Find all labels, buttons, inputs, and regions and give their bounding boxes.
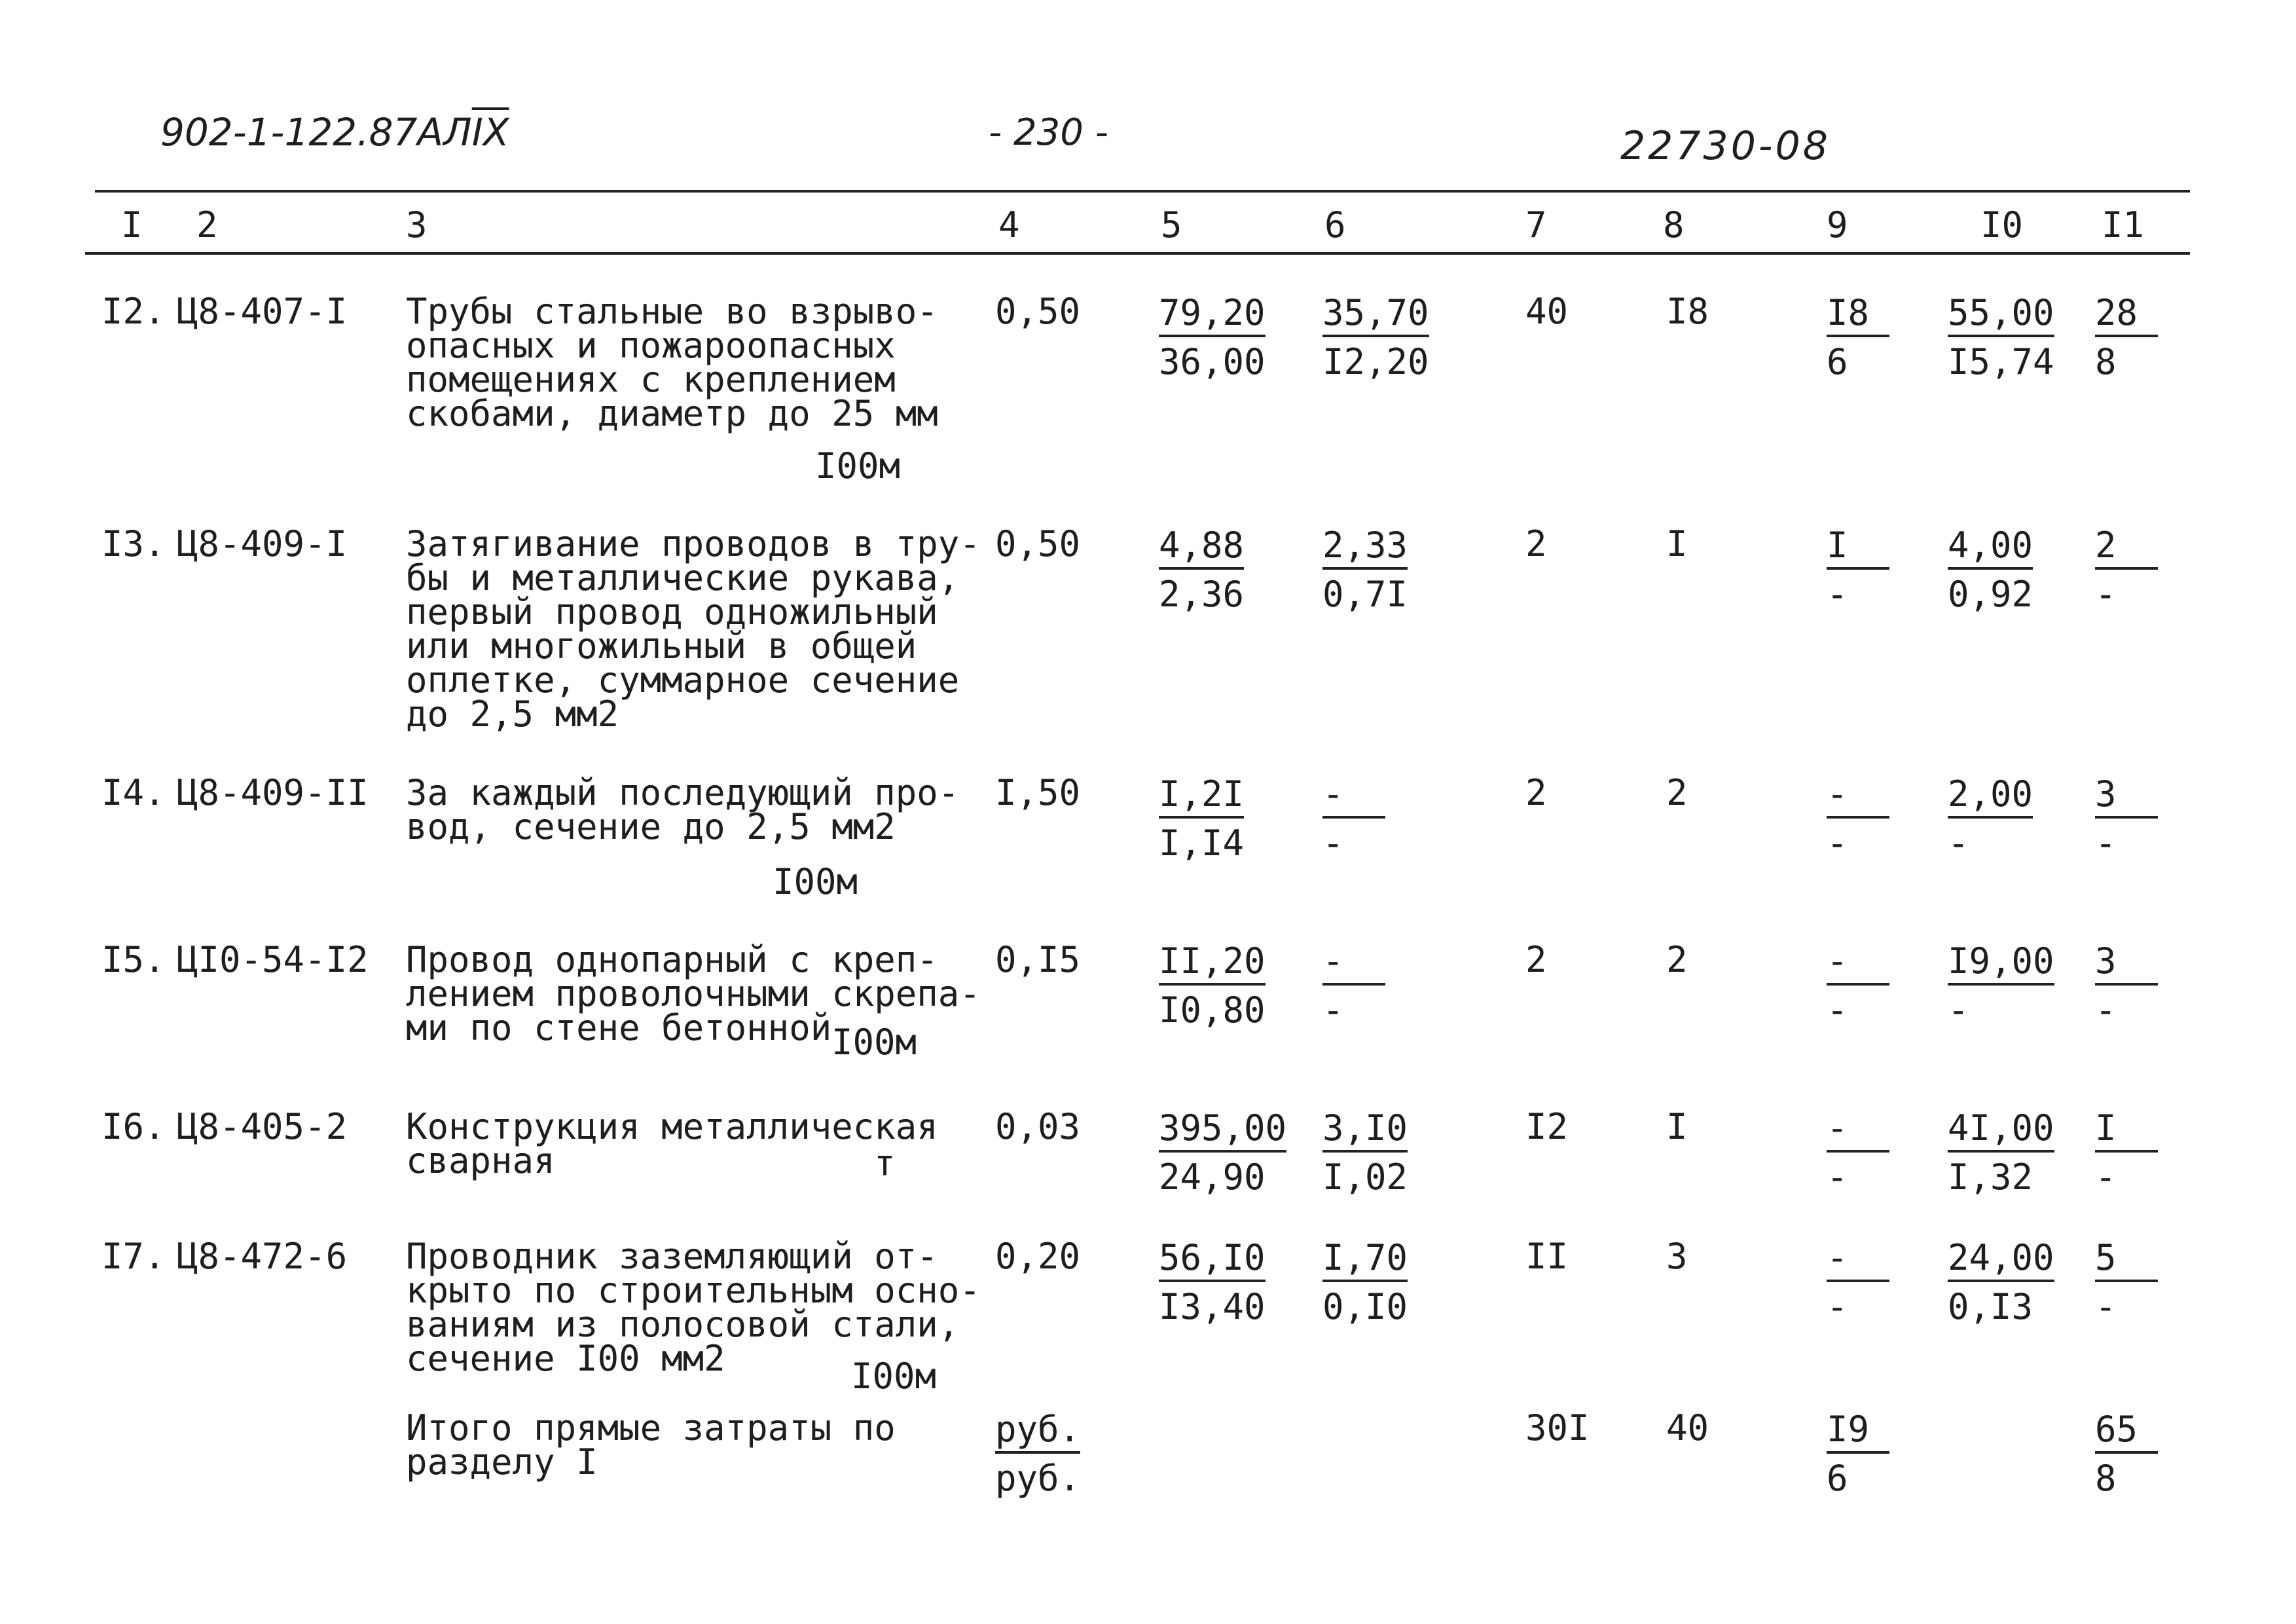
- col5-values: [1159, 1233, 1266, 1331]
- col7-value: 2: [1525, 939, 1547, 980]
- row-number: I6.: [101, 1106, 166, 1147]
- sheet-code: 22730-08: [1620, 123, 1831, 169]
- col6-values: [1322, 1233, 1408, 1331]
- table-top-rule: [95, 190, 2190, 193]
- col11-values: [2095, 1233, 2158, 1331]
- rate-code: Ц8-409-I: [177, 523, 348, 564]
- col6-top: 35,70: [1322, 291, 1429, 337]
- total-unit-top: руб.: [995, 1408, 1080, 1454]
- total-col9-bottom: 6: [1827, 1458, 1848, 1499]
- unit-of-measure: I00м: [815, 445, 901, 487]
- col10-bottom: 0,92: [1948, 574, 2033, 615]
- col10-top: 55,00: [1948, 291, 2054, 337]
- col6-values: [1322, 769, 1385, 868]
- table-header-rule: [85, 252, 2190, 255]
- col6-bottom: I2,20: [1322, 341, 1429, 382]
- col6-bottom: -: [1322, 822, 1344, 864]
- work-description: Затягивание проводов в тру- бы и металлические рукава, первый провод одножильный или многожильный в общей оплетке, суммарное сечение до 2,5 мм2: [406, 523, 981, 735]
- col10-values: [1948, 1103, 2054, 1202]
- col9-bottom: 6: [1827, 341, 1848, 382]
- col9-bottom: -: [1827, 1286, 1848, 1327]
- unit-of-measure: I00м: [851, 1356, 937, 1397]
- document-code-prefix: 902-: [160, 110, 247, 155]
- col9-bottom: -: [1827, 822, 1848, 864]
- rate-code: Ц8-407-I: [177, 291, 348, 332]
- col5-bottom: I0,80: [1159, 989, 1266, 1031]
- col11-bottom: 8: [2095, 341, 2117, 382]
- col11-bottom: -: [2095, 1156, 2117, 1198]
- row-number: I2.: [101, 291, 166, 332]
- rate-code: Ц8-472-6: [177, 1236, 348, 1277]
- col6-top: -: [1322, 940, 1385, 986]
- col5-values: [1159, 769, 1244, 868]
- col7-value: 40: [1525, 291, 1569, 332]
- col10-bottom: -: [1948, 989, 1969, 1031]
- col5-top: 4,88: [1159, 524, 1244, 570]
- col11-top: 5: [2095, 1236, 2158, 1282]
- column-number-3: 3: [406, 204, 428, 246]
- rate-code: Ц8-405-2: [177, 1106, 348, 1147]
- col11-values: [2095, 1103, 2158, 1202]
- column-number-5: 5: [1161, 204, 1182, 246]
- col10-values: [1948, 521, 2033, 619]
- col11-bottom: -: [2095, 574, 2117, 615]
- quantity: 0,50: [995, 523, 1081, 564]
- col11-top: 3: [2095, 773, 2158, 819]
- col10-bottom: I,32: [1948, 1156, 2033, 1198]
- col9-values: [1827, 936, 1889, 1035]
- col8-value: 2: [1666, 772, 1688, 813]
- col7-value: II: [1525, 1236, 1569, 1277]
- col9-values: [1827, 1103, 1889, 1202]
- column-number-1: I: [121, 204, 143, 246]
- total-col11-top: 65: [2095, 1408, 2158, 1454]
- col9-top: I8: [1827, 291, 1889, 337]
- col5-bottom: I3,40: [1159, 1286, 1266, 1327]
- row-number: I5.: [101, 939, 166, 980]
- total-description: Итого прямые затраты по разделу I: [406, 1407, 896, 1483]
- col7-value: 2: [1525, 772, 1547, 813]
- col10-values: [1948, 288, 2054, 386]
- quantity: 0,20: [995, 1236, 1081, 1277]
- col9-bottom: -: [1827, 574, 1848, 615]
- column-number-11: I1: [2102, 204, 2145, 246]
- col6-values: [1322, 521, 1408, 619]
- column-number-9: 9: [1827, 204, 1848, 246]
- column-number-2: 2: [196, 204, 218, 246]
- col11-values: [2095, 521, 2158, 619]
- col10-bottom: 0,I3: [1948, 1286, 2033, 1327]
- col10-top: 24,00: [1948, 1236, 2054, 1282]
- col5-values: [1159, 521, 1244, 619]
- col5-values: [1159, 1103, 1286, 1202]
- total-col11-bottom: 8: [2095, 1458, 2117, 1499]
- document-code-main: 1-122.87АЛ: [246, 110, 472, 155]
- col8-value: 2: [1666, 939, 1688, 980]
- col5-bottom: 2,36: [1159, 574, 1245, 615]
- col9-values: [1827, 1233, 1889, 1331]
- unit-of-measure: I00м: [831, 1022, 917, 1063]
- col6-top: 3,I0: [1322, 1107, 1408, 1153]
- col10-bottom: -: [1948, 822, 1969, 864]
- column-number-6: 6: [1324, 204, 1346, 246]
- col8-value: I8: [1666, 291, 1709, 332]
- col10-values: [1948, 769, 2033, 868]
- col11-bottom: -: [2095, 822, 2117, 864]
- col8-value: I: [1666, 523, 1688, 564]
- col6-bottom: 0,7I: [1322, 574, 1408, 615]
- document-code-section: $\overline{IX}$: [471, 110, 509, 155]
- col6-top: -: [1322, 773, 1385, 819]
- total-unit-bottom: руб.: [995, 1458, 1081, 1499]
- page-number: - 230 -: [989, 111, 1108, 154]
- col9-values: [1827, 288, 1889, 386]
- work-description: Провод однопарный с креп- лением проволочными скрепа- ми по стене бетонной: [406, 939, 981, 1048]
- col10-top: 4I,00: [1948, 1107, 2054, 1153]
- col7-value: 2: [1525, 523, 1547, 564]
- col8-value: 3: [1666, 1236, 1688, 1277]
- column-number-7: 7: [1525, 204, 1547, 246]
- column-number-4: 4: [998, 204, 1020, 246]
- total-col9-top: I9: [1827, 1408, 1889, 1454]
- row-number: I4.: [101, 772, 166, 813]
- col9-top: -: [1827, 1236, 1889, 1282]
- rate-code: ЦI0-54-I2: [177, 939, 369, 980]
- column-number-10: I0: [1980, 204, 2024, 246]
- col10-top: I9,00: [1948, 940, 2054, 986]
- col9-values: [1827, 521, 1889, 619]
- row-number: I7.: [101, 1236, 166, 1277]
- col9-top: -: [1827, 773, 1889, 819]
- col6-top: I,70: [1322, 1236, 1408, 1282]
- col6-top: 2,33: [1322, 524, 1408, 570]
- col11-values: [2095, 288, 2158, 386]
- rate-code: Ц8-409-II: [177, 772, 369, 813]
- col6-values: [1322, 936, 1385, 1035]
- work-description: Проводник заземляющий от- крыто по строительным осно- ваниям из полосовой стали, сечение I00 мм2: [406, 1236, 981, 1379]
- col9-top: -: [1827, 1107, 1889, 1153]
- col5-top: 79,20: [1159, 291, 1266, 337]
- total-col7: 30I: [1525, 1407, 1590, 1449]
- col5-top: 395,00: [1159, 1107, 1286, 1153]
- col10-values: [1948, 936, 2054, 1035]
- col6-bottom: I,02: [1322, 1156, 1408, 1198]
- col6-values: [1322, 288, 1429, 386]
- row-number: I3.: [101, 523, 166, 564]
- col11-bottom: -: [2095, 1286, 2117, 1327]
- col8-value: I: [1666, 1106, 1688, 1147]
- col6-bottom: -: [1322, 989, 1344, 1031]
- col5-bottom: 36,00: [1159, 341, 1266, 382]
- col5-values: [1159, 936, 1266, 1035]
- total-col9: [1827, 1405, 1889, 1503]
- quantity: 0,03: [995, 1106, 1081, 1147]
- quantity: I,50: [995, 772, 1081, 813]
- col11-top: 3: [2095, 940, 2158, 986]
- col11-top: I: [2095, 1107, 2158, 1153]
- col10-values: [1948, 1233, 2054, 1331]
- col10-top: 2,00: [1948, 773, 2033, 819]
- col7-value: I2: [1525, 1106, 1569, 1147]
- col10-bottom: I5,74: [1948, 341, 2054, 382]
- column-number-8: 8: [1663, 204, 1685, 246]
- col6-bottom: 0,I0: [1322, 1286, 1408, 1327]
- col9-bottom: -: [1827, 989, 1848, 1031]
- col10-top: 4,00: [1948, 524, 2033, 570]
- col9-values: [1827, 769, 1889, 868]
- col9-top: -: [1827, 940, 1889, 986]
- col11-bottom: -: [2095, 989, 2117, 1031]
- work-description: Конструкция металлическая сварная: [406, 1106, 938, 1181]
- col11-values: [2095, 769, 2158, 868]
- col11-top: 28: [2095, 291, 2158, 337]
- col6-values: [1322, 1103, 1408, 1202]
- col11-top: 2: [2095, 524, 2158, 570]
- total-units: [995, 1405, 1080, 1503]
- quantity: 0,50: [995, 291, 1081, 332]
- col9-top: I: [1827, 524, 1889, 570]
- total-col8: 40: [1666, 1407, 1709, 1449]
- col5-values: [1159, 288, 1266, 386]
- col5-top: II,20: [1159, 940, 1266, 986]
- col9-bottom: -: [1827, 1156, 1848, 1198]
- unit-of-measure: I00м: [773, 861, 858, 902]
- col5-top: 56,I0: [1159, 1236, 1266, 1282]
- col5-top: I,2I: [1159, 773, 1244, 819]
- unit-of-measure: т: [874, 1143, 896, 1184]
- total-col11: [2095, 1405, 2158, 1503]
- work-description: За каждый последующий про- вод, сечение до 2,5 мм2: [406, 772, 960, 847]
- work-description: Трубы стальные во взрыво- опасных и пожароопасных помещениях с креплением скобами, диаметр до 25 мм: [406, 291, 938, 434]
- quantity: 0,I5: [995, 939, 1081, 980]
- col5-bottom: 24,90: [1159, 1156, 1266, 1198]
- col11-values: [2095, 936, 2158, 1035]
- col5-bottom: I,I4: [1159, 822, 1245, 864]
- document-code: [160, 110, 509, 155]
